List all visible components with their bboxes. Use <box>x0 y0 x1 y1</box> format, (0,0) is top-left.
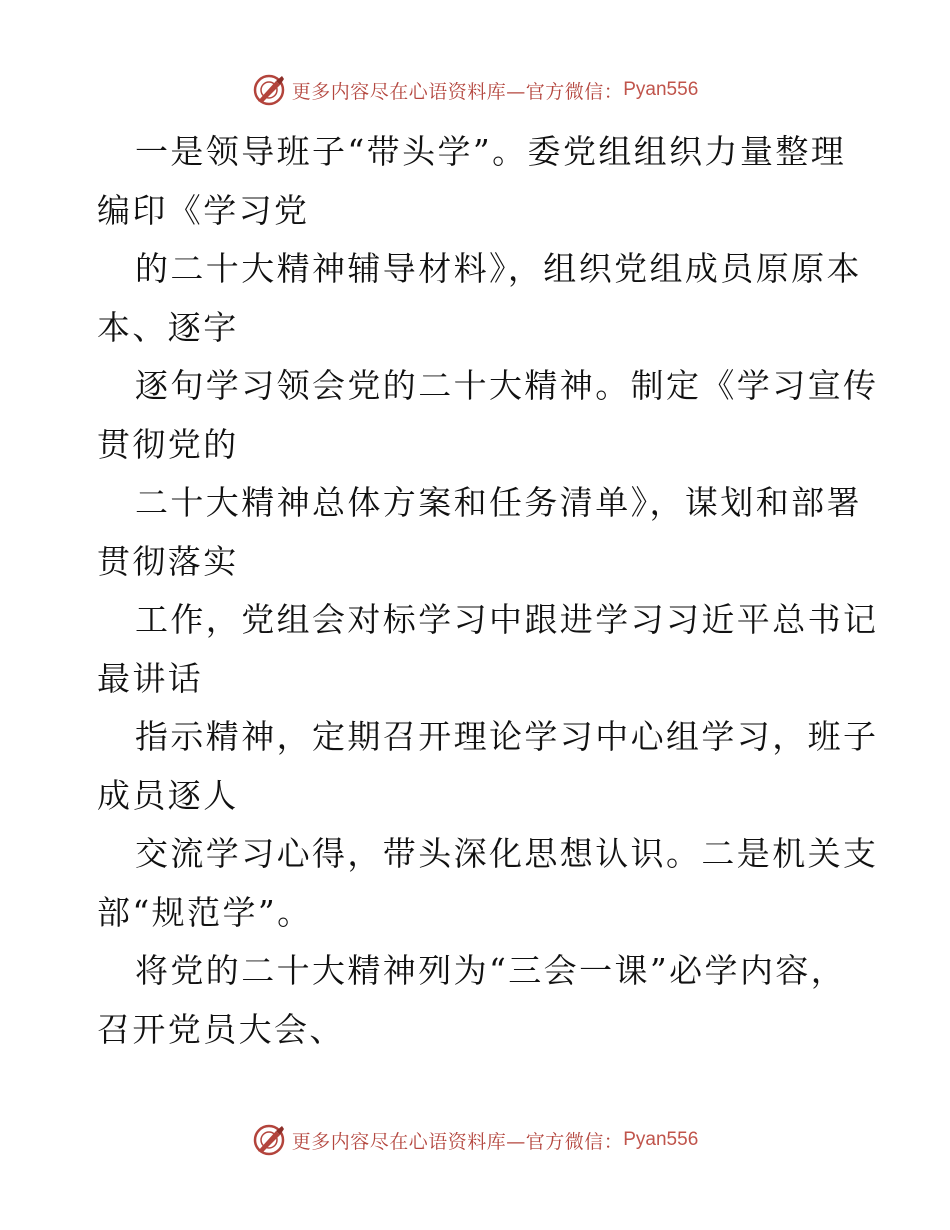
text-line: 交流学习心得，带头深化思想认识。二是机关支 <box>135 834 879 873</box>
text-line: 将党的二十大精神列为“三会一课”必学内容， <box>135 951 847 990</box>
text-line: 工作，党组会对标学习中跟进学习习近平总书记 <box>135 600 879 639</box>
text-line: 贯彻党的 <box>97 424 239 464</box>
text-line: 部“规范学”。 <box>97 892 313 932</box>
watermark-wechat-id: Pyan556 <box>623 79 699 100</box>
text-line: 一是领导班子“带头学”。委党组组织力量整理 <box>135 132 847 171</box>
watermark-wechat-id: Pyan556 <box>623 1129 699 1150</box>
text-line: 的二十大精神辅导材料》，组织党组成员原原本 <box>135 249 862 288</box>
text-line: 二十大精神总体方案和任务清单》，谋划和部署 <box>135 483 862 522</box>
pen-logo-icon <box>252 73 286 107</box>
watermark-text: 更多内容尽在心语资料库—官方微信： <box>291 1130 624 1153</box>
text-line: 编印《学习党 <box>97 190 310 230</box>
pen-logo-icon <box>252 1123 286 1157</box>
text-line: 逐句学习领会党的二十大精神。制定《学习宣传 <box>135 366 879 405</box>
text-line: 本、逐字 <box>97 307 239 347</box>
watermark-text: 更多内容尽在心语资料库—官方微信： <box>291 80 624 103</box>
text-line: 成员逐人 <box>97 775 239 815</box>
text-line: 最讲话 <box>97 658 204 698</box>
document-body <box>97 123 879 1059</box>
text-line: 贯彻落实 <box>97 541 239 581</box>
text-line: 召开党员大会、 <box>97 1009 345 1049</box>
text-line: 指示精神，定期召开理论学习中心组学习，班子 <box>135 717 879 756</box>
header-watermark <box>0 70 950 110</box>
footer-watermark <box>0 1120 950 1160</box>
